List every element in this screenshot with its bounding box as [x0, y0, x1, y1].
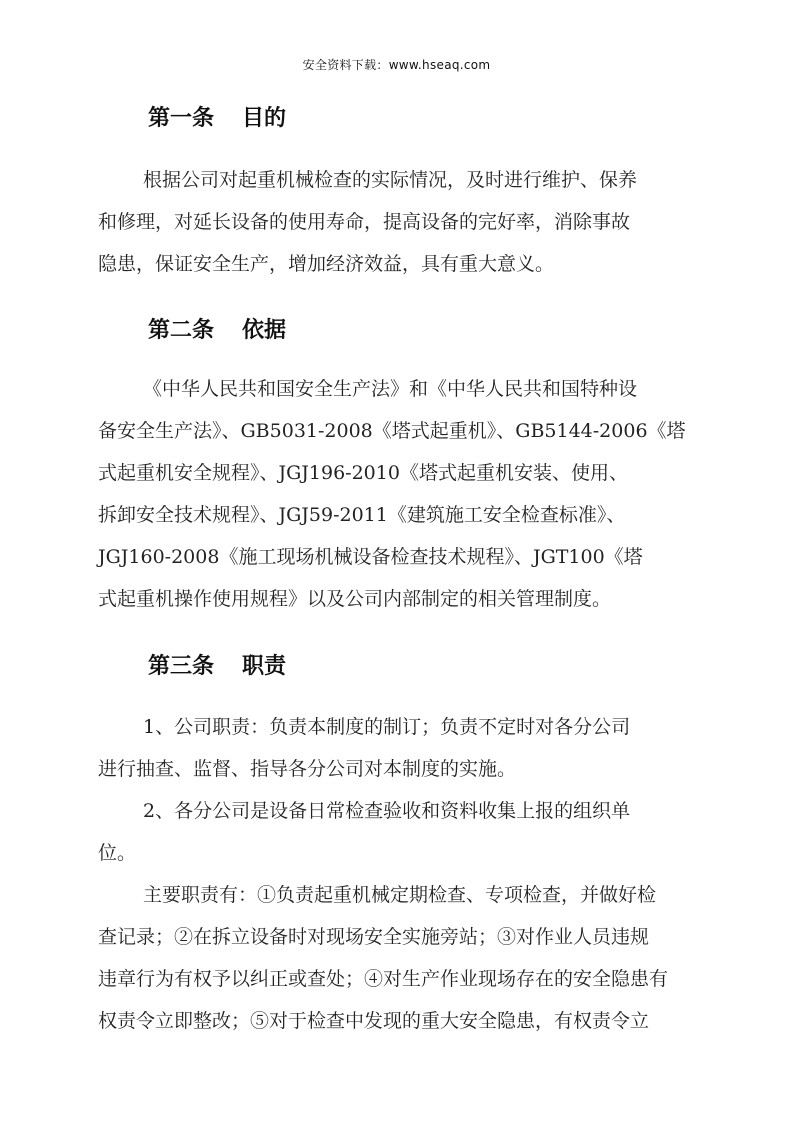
paragraph-line: 2、各分公司是设备日常检查验收和资料收集上报的组织单 [143, 800, 631, 822]
paragraph-line: 权责令立即整改；⑤对于检查中发现的重大安全隐患，有权责令立 [98, 1010, 650, 1032]
paragraph-line: 式起重机操作使用规程》以及公司内部制定的相关管理制度。 [98, 588, 612, 610]
paragraph-line: 1、公司职责：负责本制度的制订；负责不定时对各分公司 [143, 716, 631, 738]
page-header: 安全资料下载：www.hseaq.com [302, 58, 491, 72]
paragraph-line: 拆卸安全技术规程》、JGJ59-2011《建筑施工安全检查标准》、 [98, 504, 626, 526]
paragraph-line: 隐患，保证安全生产，增加经济效益，具有重大意义。 [98, 253, 555, 275]
paragraph-line: 进行抽查、监督、指导各分公司对本制度的实施。 [98, 758, 517, 780]
section-heading-purpose [148, 101, 286, 132]
paragraph-line: JGJ160-2008《施工现场机械设备检查技术规程》、JGT100《塔 [98, 546, 643, 568]
paragraph-line: 式起重机安全规程》、JGJ196-2010《塔式起重机安装、使用、 [98, 462, 628, 484]
section-heading-basis [148, 313, 286, 344]
section-heading-responsibilities [148, 649, 286, 680]
paragraph-line: 查记录；②在拆立设备时对现场安全实施旁站；③对作业人员违规 [98, 926, 650, 948]
paragraph-line: 《中华人民共和国安全生产法》和《中华人民共和国特种设 [143, 378, 638, 400]
section-title: 依据 [242, 318, 287, 343]
section-title: 目的 [242, 106, 287, 131]
paragraph-line: 位。 [98, 842, 137, 864]
paragraph-line: 和修理，对延长设备的使用寿命，提高设备的完好率，消除事故 [98, 211, 631, 233]
section-number: 第二条 [148, 318, 215, 343]
section-number: 第三条 [148, 654, 215, 679]
section-title: 职责 [242, 654, 287, 679]
paragraph-line: 备安全生产法》、GB5031-2008《塔式起重机》、GB5144-2006《塔 [98, 420, 686, 442]
paragraph-line: 违章行为有权予以纠正或查处；④对生产作业现场存在的安全隐患有 [98, 968, 669, 990]
section-number: 第一条 [148, 106, 215, 131]
paragraph-line: 根据公司对起重机械检查的实际情况，及时进行维护、保养 [143, 169, 638, 191]
paragraph-line: 主要职责有：①负责起重机械定期检查、专项检查，并做好检 [143, 884, 657, 906]
